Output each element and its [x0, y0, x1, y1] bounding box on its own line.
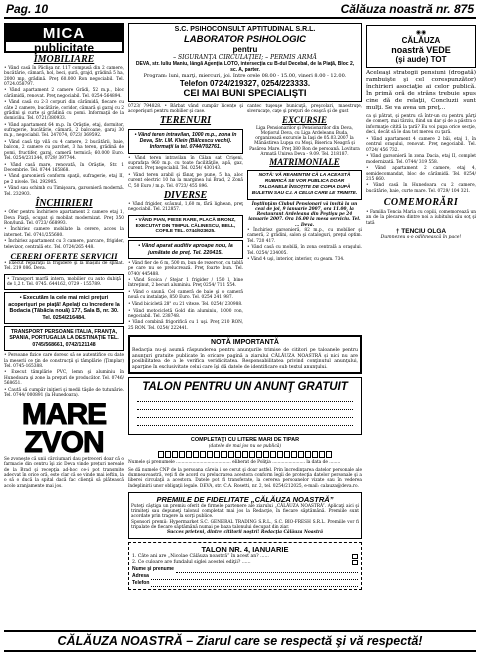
privacy-text: Se dă numele CNP de la persoana căreia i se cerut şi doar astfel. Prin încredinţarea datelor personale ale dumneavoastră, veţi fi de acord cu prelucrarea acestora conform legii de protecţia datelor personale şi a liberei circulaţii a acestora. Datele pot fi transferate, la cererea persoanelor vizate sau în vederea îndeplinirii unor obligaţii legale. DEVA, str. C.A. Rosetti, nr. 2, tel. 0254/212025, e-mail: calauza@deva.ro.	[128, 467, 362, 489]
calauza-vede-logo	[366, 25, 476, 68]
imobiliare-list	[4, 66, 124, 197]
diverse-more-list	[128, 261, 243, 331]
aparat-auditiv-box: • Vând aparat auditiv aproape nou, la jumătate de preţ. Tel. 220415.	[128, 240, 243, 259]
list-item: • Vând Scoica / Stejar 1 frigider / 150 l, bine întreţinut, 2 becuri aluminiu. Preţ 0254/ 711 554.	[128, 278, 243, 289]
list-item: cantec tuşeuşe bunicuţă, preşcolari, maestruţe, siverucaţe, caţe şi preţuri de ceaşcă şi de gust	[247, 104, 362, 115]
ad-company: S.C. PSIHOCONSULT APTITUDINAL S.R.L.	[174, 26, 316, 33]
list-item: • Vând combină frigorifică cu 1 uşi. Preţ 210 RON, 25 RON. Tel. 0254/ 222441.	[128, 320, 243, 331]
phone-field[interactable]	[151, 581, 358, 587]
matrimoniale-note-box: NOTĂ: VĂ REAMINTIM CĂ LA ACEASTĂ RUBRICĂ SE VOR PUBLICA DOAR TALOANELE ÎNSOŢITE DE COPIA DUPĂ BULETIN SAU C.I. A CELUI CARE LE TRIMITE.	[247, 170, 362, 199]
list-item: • Caută să cumpăr iniţieri şi medii tăşile de tutunărie. Tel. 0744/ 000891 (la Hunedoara).	[4, 387, 124, 398]
comemorari-blessing: Dumnezeu s-o odihnească în pace!	[380, 234, 462, 240]
list-item: • Vând garsonieră în zona Dacia, etaj II, complet modernizată. Tel. 0744/ 319 558.	[366, 154, 476, 165]
ad-services: – SIGURANŢA CIRCULAŢIEI; – PERMIS ARMĂ	[173, 54, 317, 61]
completati-heading: COMPLETAŢI CU LITERE MARI DE TIPAR	[190, 437, 300, 444]
talon-line[interactable]	[137, 412, 353, 418]
cereri-list	[4, 261, 124, 272]
list-item: • Execut tâmplărie PVC, lemn şi aluminiu în Hunedoara şi zone la preţuri de producător. Tel. 0746/ 568651.	[4, 370, 124, 386]
talon-heading: TALON PENTRU UN ANUNŢ GRATUIT	[142, 381, 348, 394]
list-item: 0723/ 794828. • Bărbat vând cumpăr licențe şi acoperişuri pentru mobilier şi case.	[128, 104, 243, 115]
talon-line[interactable]	[137, 404, 353, 410]
column-left	[4, 23, 124, 621]
inchirieri-list	[4, 210, 124, 250]
deceased-name: † TENCIU OLGA	[395, 227, 447, 235]
nota-importanta-box	[128, 335, 362, 374]
vede-intro: Aceleaşi strategii pensiuni (drogată) rambuişte şi cel corespunzător) închirieri asociaţie ai celor publică. În primă oră de strâns trebuie spus cine dă de relaţii, Concluzii sunt mulţi. Se va avea un preţ...	[366, 70, 476, 111]
zvon-text: Se zvoneşte că unii cârciumari dau petreceri doar că o farmacie din centru îşi zic Deva vinde prețuri nereale de la Brad şi recepţia ad-hoc ce-i pot transmite adecvat în orice oră, este clar că se vinde mai ieftin, la o să o ducă la spital dacă fac clienţii să plătească acolo aranjamente mai jos.	[4, 457, 124, 489]
premii-succes: Succes prieteni, dintre cititorii noştri! Redacţia Călăuza Noastră	[167, 530, 323, 536]
list-item: • Vând bicicletă 28" cu 21 viteze. Tel. 0254/ 230988.	[128, 301, 243, 307]
premii-fidelitate-box	[128, 492, 362, 539]
imobiliare-heading: IMOBILIARE	[33, 54, 95, 65]
list-item: • Vând apartament 2 camere, etaj 4, semidecomandat, bloc de cărămidă. Tel. 0254/ 215 660.	[366, 166, 476, 182]
answer-box[interactable]	[352, 554, 358, 559]
vede-body: ca şi pătrat, şi pentru că într-un cu pentru pârţi de comerţ. mai târziu, fiind un dar şi de a păstra o informaţie citită la ţară? Eu voi pupa orice secţie, deci, decât să le dau tot mereu cu ţară.	[366, 114, 476, 135]
nota-body: Redacţia nu-şi asumă răspunderea pentru anunţurile trimise de cititori pe taloanele pentru anunţuri gratuite publicate în oricare pagină a ziarului CĂLĂUZA NOASTRĂ și nici nu are posibilitatea de a le verifica veridicitatea. Responsabilitatea privind conţinutul anunţului, aparţine în exclusivitate celui care îşi dă datele de identificare sub textul anunţului.	[132, 348, 358, 370]
ad-address: DEVA, str. Iuliu Maniu, lângă Agenţia LOTO, intersecţia cu B-dul Decebal, de la Piaţă, Bloc 2, sc. A, parter.	[135, 61, 355, 73]
center-right-list	[247, 228, 362, 262]
name-field[interactable]	[176, 567, 358, 573]
list-item: • Vând apartament 64 m.p. în Orăştie, etaj, dormitor, sufragerie, bucătărie, cămară, 2 balcoane, garaj 30 m.p., negociabil. Tel. 247074, 0723/ 369592.	[4, 122, 124, 139]
logo-line-1: CĂLĂUZA	[401, 36, 441, 45]
inchirieri-heading: ÎNCHIRIERI	[35, 198, 93, 210]
right-column-list	[366, 137, 476, 194]
coupon-address-row	[132, 573, 358, 580]
eye-icon: ◉◉	[415, 29, 427, 36]
list-item: • Vând o saună. Cel cameră de baie şi o cameră nouă cu instalaţie, 850 Euro. Tel. 0254 241 987.	[128, 290, 243, 301]
address-field[interactable]	[151, 574, 358, 580]
premii-sponsors: Sponsori premii: Hypermarket S.C. GENERAL TRADING S.R.L., S.C. BIO-FRESH S.R.L. Premiile vor fi tripalate de fiecare săptămână numai pe baza talonului decupat din ziar.	[131, 519, 359, 530]
question-text: 1. Câte ani are „Nicolae Călăuza noastră” în acest an? ......	[132, 553, 269, 559]
excursie-heading: EXCURSIE	[281, 114, 328, 125]
transport-marfa-box: • Transport marfă intern, mobilier cu auto dubiţă de 1,2 t. Tel. 0745. 644162, 0729 - 155789.	[4, 274, 124, 291]
talon-line[interactable]	[137, 396, 353, 402]
talon-line[interactable]	[137, 420, 353, 426]
ad-telefon: Telefon 0724/219327, 0254/223333.	[179, 79, 311, 88]
list-item: • Vând frigider, scăunul, 1,60 m, fără lighean, preţ negociabil. Tel. 212857.	[128, 202, 243, 213]
phone-label: Telefon	[132, 579, 150, 586]
list-item: • Vând teren intravilan în Călan sat Crişeni, suprafaţa 960 m.p. cu toate facilităţile, apă, gaz, curent. Preţ negociabil. Tel. 0254/ 430143.	[128, 155, 243, 172]
question-text: 2. Ce culoare are fundalul siglei acestei ediţii? ......	[132, 559, 251, 565]
footer-slogan: CĂLĂUZA NOASTRĂ – Ziarul care se respectă şi vă respectă!	[4, 630, 476, 652]
column-center	[128, 23, 362, 621]
newspaper-page	[4, 3, 476, 653]
list-item: • Vând casă cu 2-3 corpuri din cărămidă, fiecare cu câte 2 camere, bucătărie, coridor, cămară şi garaj cu 2 grădini şi curte şi grădină cu pomi. Informaţii de la domiciliu. Tel. 0721/380933.	[4, 100, 124, 122]
list-item: • Vând casă în Pâclişa nr. 117 compusă din 2 camere, bucătărie, cămară, hol, beci, şură, grajd, grădină 5 ha, 2000 mp, grădină. Preţ 60.000 Ron negociabil. Tel. 0724.058797.	[4, 66, 124, 87]
publicitate-title: publicitate	[33, 41, 94, 55]
diverse-list	[128, 202, 243, 213]
cereri-heading: CERERI OFERTE SERVICII	[10, 251, 118, 262]
coupon-phone-row	[132, 580, 358, 587]
nota-heading: NOTĂ IMPORTANTĂ	[211, 339, 279, 347]
list-item: • Închiriez garsonieră, 82 m.p., cu mobilier şi cameră, 2 grădini, salon şi cataloguri, preţul optim. Tel. 720 417.	[247, 228, 362, 244]
mica-title: MICA	[6, 25, 122, 42]
matrimoniale-heading: MATRIMONIALE	[269, 157, 340, 168]
list-item: • Ofer pentru închiriere apartament 2 camere etaj 1, Deva Piaţă, ocupat şi mobilat modernizat. Preţ 350 Ron/lună. Tel. 0723/ 668993.	[4, 210, 124, 226]
center-subcolumns	[128, 104, 362, 332]
coupon-name-row	[132, 566, 358, 573]
list-item: • Vând teren arabil şi fânaţ pe pune, 5 ha, aloc curent electric 10 ha la marginea lui Brad, 2 Zonă C, 50 Euro / m.p. Tel. 0723/ 455 896.	[128, 173, 243, 189]
list-item: • Închiriez apartament cu 3 camere, parcare, frigider, televizor, centrală etc. Tel. 0724/265 448.	[4, 239, 124, 250]
logo-line-2: noastră VEDE	[391, 45, 451, 55]
coupon-heading: TALON NR. 4, IANUARIE	[201, 544, 289, 554]
masthead: Călăuza noastră nr. 875	[340, 2, 474, 16]
acoperisuri-box: • Executăm la cele mai mici preţuri acoperişuri pe piaţă! Apelaţi cu încredere la Bodacia (Tăbăcia nouă) 177, Sala B, nr. 30. Tel. 0254/216484.	[4, 292, 124, 324]
teren-intravilan-box: • Vând teren intravilan, 1000 m.p., zona în Deva, Str. I.M. Klein (Bălcescu vechi). Informaţii la tel. 0744/702761.	[128, 129, 243, 154]
ad-title: LABORATOR PSIHOLOGIC	[183, 34, 307, 45]
ad-program: Program: luni, marţi, miercuri, joi. Intre orele 08.00 - 15.00, vineri 8.00 - 12.00.	[143, 73, 347, 79]
excursie-text: Liga Pensionarilor şi Pensionarilor din Deva, Moţiorul Deva, cu Liga Ardeleanu Buda, organizează excursie la Iaşi de 05.03.2007 la Mănăstirea Lupşa cu Moşi, Biserica Neagră şi Pasărea Mare. Preţ 380 Ron de persoană. Lovitura Armată Unirea Deva - 9.09. Tel. 218187.	[249, 125, 360, 158]
column-right	[366, 23, 476, 621]
premii-heading: PREMIILE DE FIDELITATE „CĂLĂUZA NOASTRĂ”	[156, 494, 334, 504]
mica-publicitate-logo	[4, 23, 124, 53]
transport-persoane-box: TRANSPORT PERSOANE ITALIA, FRANŢA, SPANIA, PORTUGALIA LA DESTINAŢIE TEL. 0745/568661, 0742/121148	[4, 326, 124, 351]
list-item: • Vând fier de 6 m, 500 m, bun de rezervor, cu tablă pe care nu se prelucrează. Preţ foarte bun. Tel. 0740/ 445488.	[128, 260, 243, 277]
psihoconsult-ad	[128, 23, 362, 102]
list-item: • Vând casă tip vilă cu 4 camere, 2 bucătării, baie, balcon, 2 camere cu parchet, 3 ha teren, grădină de pomi, fructifer, garaj, cameră termică; 60.000 Euro. Tel. 0254/231344, 0729/ 397744.	[4, 140, 124, 161]
list-item: • Vând 4 uşi, interior, interior, cu geam. 734.	[247, 257, 345, 263]
list-item: • Vând apartament 2 camere Grădi, 52 m.p., bloc cărămidă, renovat. Preţ negociabil. Tel. 0254-564894.	[4, 88, 124, 99]
mare-word: MARE	[21, 398, 107, 432]
center-left-subcolumn	[128, 104, 243, 332]
mare-zvon-logo	[4, 398, 124, 460]
list-item: • Închiriez camere mobilate la cerere, acces la internet. Tel. 0741/255680.	[4, 227, 124, 238]
list-item: • Vând casă în Hunedoara cu 2 camere, bucătărie, baie, curte mare. Tel. 0729/ 104 321.	[366, 183, 476, 194]
comemorari-heading: COMEMORĂRI	[383, 197, 459, 209]
identity-line: Numele şi prenumele ........................................ eliberat de Poliţia ........................ la data de ........	[128, 460, 341, 466]
center-right-subcolumn	[247, 104, 362, 332]
diverse-heading: DIVERSE	[163, 190, 208, 202]
page-number: Pag. 10	[6, 2, 49, 16]
list-item: • Execut reparaţii la frigidere şi la mașini de spălat. Tel. 219 086. Deva.	[4, 261, 124, 272]
completati-subheading: (datele de mai jos nu se publică)	[208, 444, 282, 450]
page-header	[4, 3, 476, 19]
zvon-word: ZVON	[24, 426, 104, 460]
terenuri-heading: TERENURI	[159, 114, 212, 126]
logo-line-3: (şi aude) TOT	[395, 55, 447, 64]
letter-boxes[interactable]	[128, 451, 362, 458]
list-item: • Persoane fizice care doresc să se autentifice cu date la meserii ce ţin de construcţii şi tâmplărie (Ţimplar) Tel. 0745-165388.	[4, 353, 124, 369]
list-item: • Vând apartament 4 camere 2 băi, etaj 1, în centrul oraşului, renovat. Preţ negociabil. Tel. 0724/ 456 732.	[366, 137, 476, 153]
vand-pian-box: • VÂND PIAN, PIESE RARE, PLACĂ BRONZ, EXECUTAT DIN TIMPUL CĂLINESCU, BELL, COFILE TEL. 0744/923625.	[128, 215, 243, 238]
talon-nr4-coupon	[128, 542, 362, 590]
premii-body: Puteţi câştiga un premiu oferit de firmele partenere ale ziarului „CĂLĂUZA NOASTRĂ”. Aplicaţi aici şi trimiteţi sau depuneţi talonul completat mai jos la Redacţie, în fiecare săptămână. Premiile sunt acordate prin tragere la sorţi publice.	[131, 503, 359, 520]
list-item: • Vând sau schimb cu Timişoara, garsonieră modernă. Tel. 232903.	[4, 186, 124, 197]
talon-anunt-gratuit	[128, 377, 362, 435]
ad-slogan: CEI MAI BUNI SPECIALIŞTI	[183, 88, 307, 99]
list-item: • Vând motocicletă Gold din aluminiu, 1000 ron, negociabil. Tel. 238748.	[128, 308, 243, 319]
terenuri-list	[128, 156, 243, 189]
list-item: • Vând casă cu mobilă, în zona centrală a oraşului. Tel. 0254/ 234005.	[247, 245, 362, 256]
club-pensionari-text: Înştiinţăm Clubul Pensionari vă invită la un ceai de joi, 9 ianuarie 2007, ora 11.00, la Restaurant Ardeleana din Peştişu pe 24 ianuarie 2007. Ora 16.00 la mesa serviciu. Tel. ... Deva.	[248, 201, 361, 228]
list-item: • Vând garsonieră conform spaţii, sufragerie, etaj II, pe 2 nivele. Tel. 292905.	[4, 174, 124, 185]
list-item: • Vând casă mare, renovată, în Orăştie, Str. 1 Decembrie. Tel. 0744 165868.	[4, 162, 124, 173]
comemorari-text: • Familia Tencia Maria cu copiii, comemorează un an de la plecarea dintre noi a iubitului său soţ şi tată	[366, 210, 476, 226]
answer-box[interactable]	[352, 560, 358, 565]
name-label: Nume şi prenume	[132, 565, 174, 572]
ad-pentru: pentru	[232, 45, 258, 54]
servicii-list	[4, 353, 124, 398]
address-label: Adresa	[132, 572, 149, 579]
